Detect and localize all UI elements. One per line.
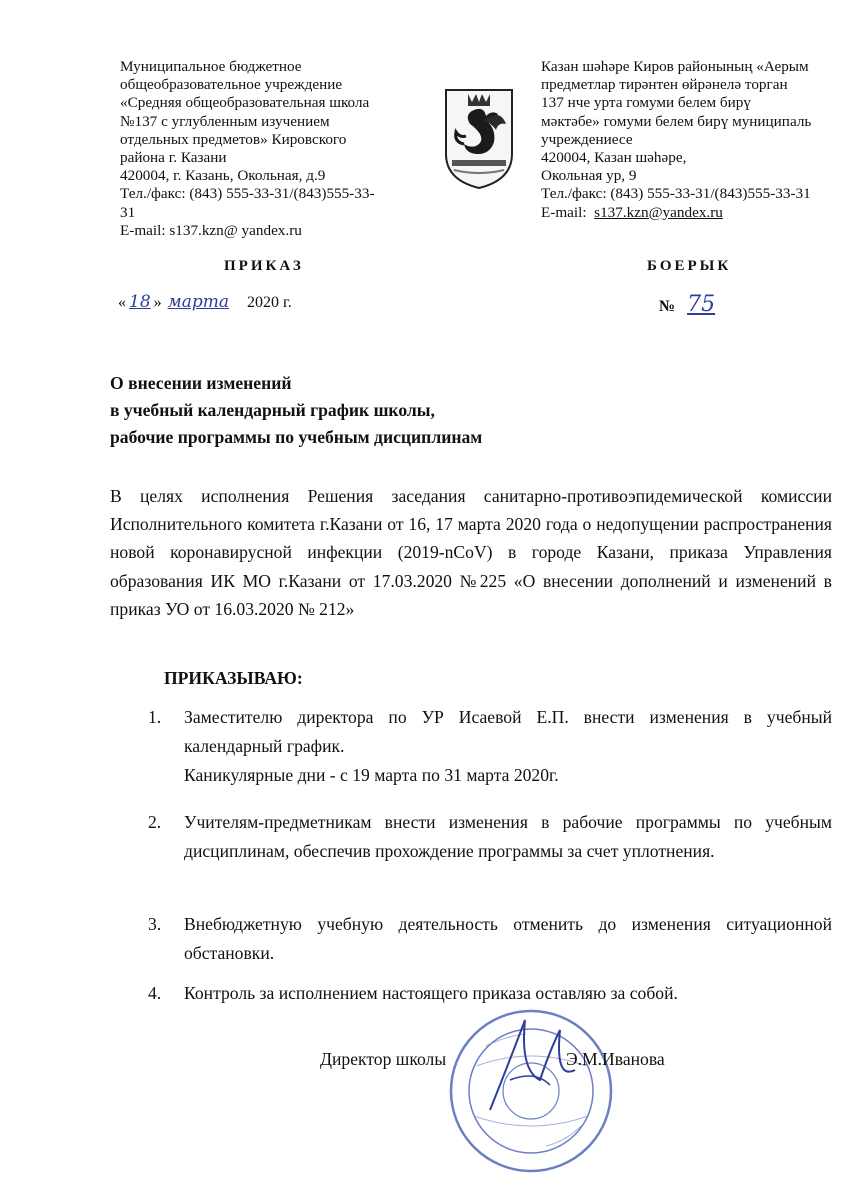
list-item-text: Учителям-предметникам внести изменения в рабочие программы по учебным дисциплинам, обеспечив прохождение программы за счет уплотнения. bbox=[184, 812, 832, 861]
list-item bbox=[148, 703, 832, 790]
header-left-line: 31 bbox=[120, 203, 136, 221]
subject-line: рабочие программы по учебным дисциплинам bbox=[110, 427, 483, 447]
subject-line: в учебный календарный график школы, bbox=[110, 400, 435, 420]
header-left-line: Муниципальное бюджетное bbox=[120, 58, 302, 75]
order-title-tt: БОЕРЫК bbox=[647, 258, 732, 274]
header-left-line: отдельных предметов» Кировского bbox=[120, 130, 347, 148]
date-year: 2020 г. bbox=[247, 294, 292, 311]
kazan-coat-of-arms-icon bbox=[440, 84, 518, 192]
header-left-line: №137 с углубленным изучением bbox=[120, 112, 330, 130]
list-item-number: 2. bbox=[148, 812, 162, 832]
header-left-line: общеобразовательное учреждение bbox=[120, 76, 343, 94]
header-right-line: 420004, Казан шәһәре, bbox=[541, 149, 687, 167]
order-title-ru: ПРИКАЗ bbox=[224, 258, 304, 274]
signature-position: Директор школы bbox=[320, 1049, 447, 1069]
order-subject bbox=[110, 370, 610, 451]
email-label: E-mail: bbox=[541, 203, 587, 221]
order-date bbox=[118, 292, 292, 312]
list-item-extra: Каникулярные дни - с 19 марта по 31 марта 2020г. bbox=[184, 765, 559, 785]
header-right-email-row bbox=[541, 204, 841, 222]
order-number bbox=[659, 292, 725, 317]
number-symbol: № bbox=[659, 298, 676, 315]
decree-heading: ПРИКАЗЫВАЮ: bbox=[164, 668, 303, 688]
list-item-text: Заместителю директора по УР Исаевой Е.П. внести изменения в учебный календарный график. bbox=[184, 707, 832, 756]
header-right-line: Окольная ур, 9 bbox=[541, 167, 637, 185]
header-right-line: 137 нче урта гомуми белем бирү bbox=[541, 94, 751, 112]
header-left-line: 420004, г. Казань, Окольная, д.9 bbox=[120, 167, 326, 185]
date-close-quote: » bbox=[153, 294, 162, 311]
header-right-line: Казан шәһәре Киров районының «Аерым bbox=[541, 58, 809, 75]
subject-line: О внесении изменений bbox=[110, 373, 292, 393]
header-right-line: мәктәбе» гомуми белем бирү муниципаль bbox=[541, 112, 812, 130]
date-day: 18 bbox=[129, 292, 151, 312]
header-left-line: «Средняя общеобразовательная школа bbox=[120, 94, 370, 112]
email-link[interactable]: s137.kzn@yandex.ru bbox=[594, 203, 723, 221]
list-item-text: Контроль за исполнением настоящего приказа оставляю за собой. bbox=[184, 983, 678, 1003]
list-item bbox=[148, 979, 832, 1008]
list-item-text: Внебюджетную учебную деятельность отменить до изменения ситуационной обстановки. bbox=[184, 914, 832, 963]
list-item bbox=[148, 910, 832, 968]
list-item-number: 1. bbox=[148, 707, 162, 727]
list-item-number: 3. bbox=[148, 914, 162, 934]
date-open-quote: « bbox=[118, 294, 126, 311]
intro-paragraph: В целях исполнения Решения заседания санитарно-противоэпидемической комиссии Исполнительного комитета г.Казани от 16, 17 марта 2020 года о недопущении распространения новой коронавирусной инфекции (2019-nCoV) в городе Казани, приказа Управления образования ИК МО г.Казани от 17.03.2020 №225 «О внесении дополнений и изменений в приказ УО от 16.03.2020 № 212» bbox=[110, 486, 832, 619]
signature-name: Э.М.Иванова bbox=[566, 1049, 665, 1069]
number-value: 75 bbox=[687, 292, 716, 317]
header-left-line: района г. Казани bbox=[120, 149, 227, 167]
header-right-line: Тел./факс: (843) 555-33-31/(843)555-33-31 bbox=[541, 185, 811, 203]
header-left-line: E-mail: s137.kzn@ yandex.ru bbox=[120, 221, 302, 239]
list-item-number: 4. bbox=[148, 983, 162, 1003]
date-month: марта bbox=[167, 292, 230, 312]
header-right-line: предметлар тирәнтен өйрәнелә торган bbox=[541, 76, 788, 94]
list-item bbox=[148, 808, 832, 866]
header-right bbox=[541, 58, 841, 222]
header-left-line: Тел./факс: (843) 555-33-31/(843)555-33- bbox=[120, 185, 375, 203]
header-right-line: учреждениесе bbox=[541, 130, 633, 148]
header-left bbox=[120, 58, 420, 240]
